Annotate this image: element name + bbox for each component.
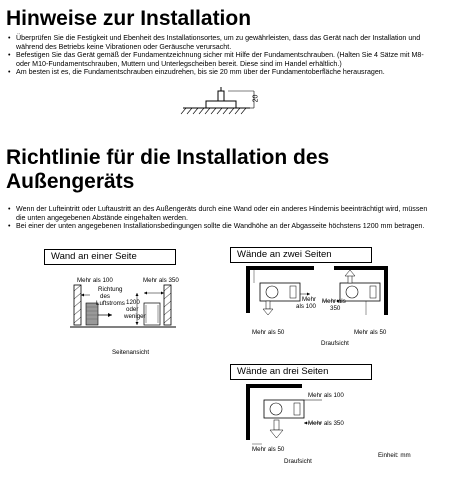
diagram-two-walls	[226, 243, 426, 359]
section1-title: Hinweise zur Installation	[6, 7, 252, 30]
two-walls-mehr100-2: als 100	[296, 303, 316, 310]
bolt-diagram	[178, 83, 278, 123]
one-wall-caption: Seitenansicht	[112, 349, 150, 356]
diagram-three-walls-title: Wände an drei Seiten	[237, 366, 329, 377]
three-walls-caption: Draufsicht	[284, 458, 312, 465]
one-wall-mehr350: Mehr als 350	[143, 277, 179, 284]
bullet: • Am besten ist es, die Fundamentschrauben einzudrehen, bis sie 20 mm über der Fundamentoberfläche herausragen.	[8, 68, 428, 77]
diagram-one-wall-title: Wand an einer Seite	[51, 251, 137, 262]
one-wall-airflow-1: Richtung	[98, 286, 123, 293]
section2-title-line2: Außengeräts	[6, 170, 135, 193]
one-wall-airflow-2: des	[100, 293, 110, 300]
bolt-drawing	[178, 83, 278, 123]
diagram-one-wall	[40, 243, 210, 365]
one-wall-airflow-3: Luftstroms	[96, 300, 125, 307]
section2-title-line1: Richtlinie für die Installation des	[6, 146, 330, 169]
diagram-two-walls-title: Wände an zwei Seiten	[237, 249, 332, 260]
bullet: • Befestigen Sie das Gerät gemäß der Fundamentzeichnung sicher mit Hilfe der Fundamentschrauben. (Halten Sie 4 Sätze mit M8- oder M10-Fundamentschrauben, Muttern und Unterlegscheiben bereit. Diese sind im Handel erhältlich.)	[8, 51, 428, 68]
bullet: • Bei einer der unten angegebenen Installationsbedingungen sollte die Wandhöhe an der Abgasseite höchstens 1200 mm betragen.	[8, 222, 428, 231]
two-walls-mehr50-left: Mehr als 50	[252, 329, 285, 336]
three-walls-mehr350: Mehr als 350	[308, 420, 344, 427]
bullet: • Wenn der Lufteintritt oder Luftaustritt an des Außengeräts durch eine Wand oder ein anderes Hindernis beeinträchtigt wird, müssen die unten angegebenen Abstände eingehalten werden.	[8, 205, 428, 222]
one-wall-mehr100: Mehr als 100	[77, 277, 113, 284]
section1-bullets	[8, 34, 428, 77]
one-wall-height-1: 1200	[126, 299, 140, 306]
one-wall-height-2: oder	[126, 306, 139, 313]
two-walls-mehr350-2: 350	[330, 305, 341, 312]
bolt-dimension: 20	[252, 94, 260, 103]
two-walls-mehr100-1: Mehr	[302, 296, 317, 303]
section2-bullets	[8, 205, 428, 231]
three-walls-mehr100: Mehr als 100	[308, 392, 344, 399]
bullet: • Überprüfen Sie die Festigkeit und Ebenheit des Installationsortes, um zu gewährleisten, dass das Gerät nach der Installation und während des Betriebs keine Vibrationen oder Geräusche verursacht.	[8, 34, 428, 51]
two-walls-mehr50-right: Mehr als 50	[354, 329, 387, 336]
two-walls-caption: Draufsicht	[321, 340, 349, 347]
one-wall-drawing	[40, 243, 210, 365]
two-walls-mehr350-1: Mehr als	[322, 298, 346, 305]
one-wall-height-3: weniger	[124, 313, 146, 320]
unit-note: Einheit: mm	[378, 452, 411, 459]
three-walls-mehr50: Mehr als 50	[252, 446, 285, 453]
